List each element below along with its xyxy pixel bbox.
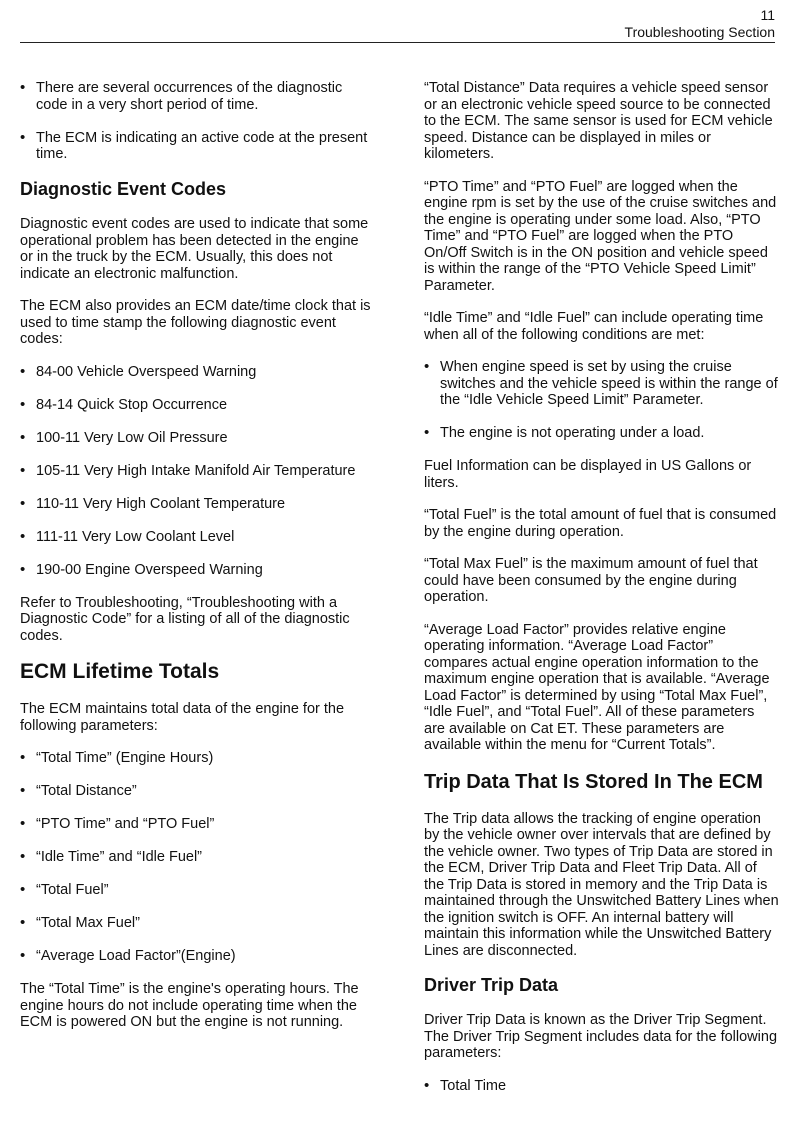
event-code-item: • 111-11 Very Low Coolant Level <box>20 529 375 546</box>
paragraph: “PTO Time” and “PTO Fuel” are logged when the engine rpm is set by the use of the cruise switches and the engine is operating under some load. Also, “PTO Time” and “PTO Fuel” are logged when the PTO On/Off Switch is in the ON position and vehicle speed is within the range of the “PTO Vehicle Speed Limit” Parameter. <box>424 178 777 294</box>
section-title: Troubleshooting Section <box>624 24 775 40</box>
event-code-item: • 84-00 Vehicle Overspeed Warning <box>20 364 375 381</box>
list-item: • When engine speed is set by using the cruise switches and the vehicle speed is within the range of the “Idle Vehicle Speed Limit” Parameter. <box>424 359 779 409</box>
paragraph: Fuel Information can be displayed in US Gallons or liters. <box>424 458 752 491</box>
paragraph: Driver Trip Data is known as the Driver Trip Segment. The Driver Trip Segment includes data for the following parameters: <box>424 1012 778 1061</box>
event-code-item: • 190-00 Engine Overspeed Warning <box>20 562 375 579</box>
event-code-item: • 100-11 Very Low Oil Pressure <box>20 430 375 447</box>
event-code-item: • 84-14 Quick Stop Occurrence <box>20 397 375 414</box>
parameter-item: • “Total Fuel” <box>20 882 375 899</box>
paragraph: “Average Load Factor” provides relative engine operating information. “Average Load Factor” compares actual engine operation information to the maximum engine operation that is available. “Average Load Factor” is determined by using “Total Max Fuel”, “Idle Fuel”, and “Total Fuel”. All of these parameters are available on Cat ET. These parameters are available within the menu for “Current Totals”. <box>424 621 770 753</box>
list-item: • The engine is not operating under a load. <box>424 425 779 442</box>
paragraph: “Total Max Fuel” is the maximum amount of fuel that could have been consumed by the engine during operation. <box>424 556 758 605</box>
paragraph: Diagnostic event codes are used to indicate that some operational problem has been detected in the engine or in the truck by the ECM. Usually, this does not indicate an electronic malfunction. <box>20 216 369 282</box>
list-item: • There are several occurrences of the diagnostic code in a very short period of time. <box>20 80 375 113</box>
heading-ecm-lifetime-totals: ECM Lifetime Totals <box>20 660 220 683</box>
event-code-item: • 105-11 Very High Intake Manifold Air Temperature <box>20 463 375 480</box>
heading-driver-trip-data: Driver Trip Data <box>424 975 559 995</box>
paragraph: The Trip data allows the tracking of engine operation by the vehicle owner over intervals that are defined by the vehicle owner. Two types of Trip Data are stored in the ECM, Driver Trip Data and Fleet Trip Data. All of the Trip Data is stored in memory and the Trip Data is maintained through the Unswitched Battery Lines when the ignition switch is OFF. An internal battery will maintain this information while the Unswitched Battery Lines are disconnected. <box>424 810 779 959</box>
right-column <box>424 80 779 1111</box>
list-item: • The ECM is indicating an active code at the present time. <box>20 130 375 163</box>
list-item: • Total Time <box>424 1078 779 1095</box>
paragraph: “Total Fuel” is the total amount of fuel that is consumed by the engine during operation. <box>424 507 777 540</box>
parameter-item: • “PTO Time” and “PTO Fuel” <box>20 816 375 833</box>
event-code-item: • 110-11 Very High Coolant Temperature <box>20 496 375 513</box>
parameter-item: • “Total Max Fuel” <box>20 915 375 932</box>
paragraph: The ECM also provides an ECM date/time clock that is used to time stamp the following diagnostic event codes: <box>20 298 371 347</box>
parameter-item: • “Idle Time” and “Idle Fuel” <box>20 849 375 866</box>
header-rule <box>20 42 775 43</box>
heading-diagnostic-event-codes: Diagnostic Event Codes <box>20 179 227 199</box>
parameter-item: • “Average Load Factor”(Engine) <box>20 948 375 965</box>
page-number: 11 <box>760 7 775 23</box>
paragraph: “Idle Time” and “Idle Fuel” can include operating time when all of the following conditions are met: <box>424 310 764 343</box>
paragraph: The ECM maintains total data of the engine for the following parameters: <box>20 701 345 734</box>
parameter-item: • “Total Time” (Engine Hours) <box>20 750 375 767</box>
left-column <box>20 80 375 1047</box>
parameter-item: • “Total Distance” <box>20 783 375 800</box>
heading-trip-data: Trip Data That Is Stored In The ECM <box>424 770 763 793</box>
paragraph: Refer to Troubleshooting, “Troubleshooting with a Diagnostic Code” for a listing of all of the diagnostic codes. <box>20 594 350 644</box>
paragraph: “Total Distance” Data requires a vehicle speed sensor or an electronic vehicle speed source to be connected to the ECM. The same sensor is used for ECM vehicle speed. Distance can be displayed in miles or kilometers. <box>424 80 773 162</box>
paragraph: The “Total Time” is the engine's operating hours. The engine hours do not include operating time when the ECM is powered ON but the engine is not running. <box>20 981 359 1030</box>
